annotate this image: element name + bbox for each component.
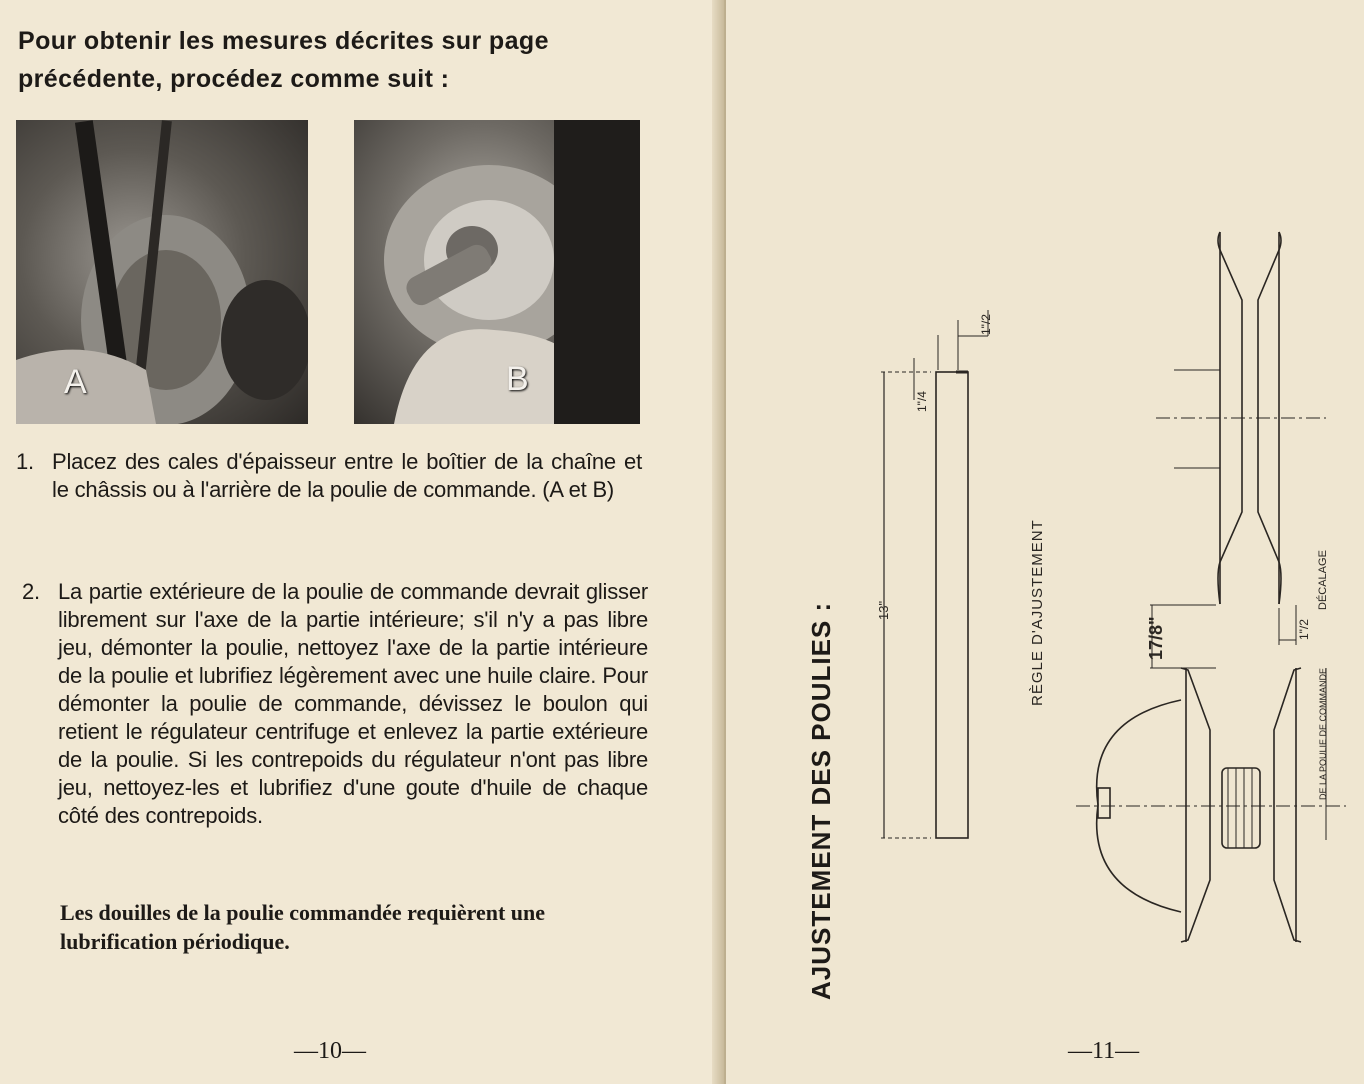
photo-a-illustration [16,120,308,424]
pulley-diagram [726,0,1364,1084]
photo-b-label: B [506,360,529,398]
photo-b [354,120,640,424]
right-page [726,0,1364,1084]
dim-quarter: 1"/4 [915,391,929,412]
page-number: —11— [1068,1038,1140,1064]
dim-half-offset: 1"/2 [1297,619,1311,640]
pulley-adjustment-title: AJUSTEMENT DES POULIES : [806,601,836,1000]
label-decalage: DÉCALAGE [1317,550,1329,610]
list-item-text: La partie extérieure de la poulie de commande devrait glisser librement sur l'axe de la partie intérieure; s'il n'y a pas libre jeu, démonter la poulie, nettoyez l'axe de la partie intérieure de la poulie et lubrifiez légèrement avec une huile claire. Pour démonter la poulie de commande, dévissez le boulon qui retient le régulateur centrifuge et enlevez la partie extérieure de la poulie. Si les contrepoids du régulateur n'ont pas libre jeu, nettoyez-les et lubrifiez d'une goute d'huile de chaque côté des contrepoids. [58,579,648,828]
page-number: —10— [294,1038,366,1064]
label-poulie-commande: DE LA POULIE DE COMMANDE [1318,667,1328,800]
lubrication-note: Les douilles de la poulie commandée requièrent une lubrification périodique. [60,900,546,954]
photo-a [16,120,308,424]
dim-half-top: 1"/2 [979,314,993,335]
list-item-text: Placez des cales d'épaisseur entre le boîtier de la chaîne et le châssis ou à l'arrière de la poulie de commande. (A et B) [52,449,642,502]
drive-pulley-outer-flange [1274,668,1301,942]
adjustment-ruler [936,372,968,838]
label-regle-ajustement: RÈGLE D'AJUSTEMENT [1029,519,1046,706]
list-item-number: 1. [16,449,34,474]
photo-b-illustration [354,120,640,424]
list-item-number: 2. [22,579,40,604]
page-heading: Pour obtenir les mesures décrites sur page précédente, procédez comme suit : [18,27,549,93]
dim-13: 13" [876,600,891,620]
photo-a-label: A [64,363,87,401]
dim-17-8: 17/8" [1146,616,1166,660]
